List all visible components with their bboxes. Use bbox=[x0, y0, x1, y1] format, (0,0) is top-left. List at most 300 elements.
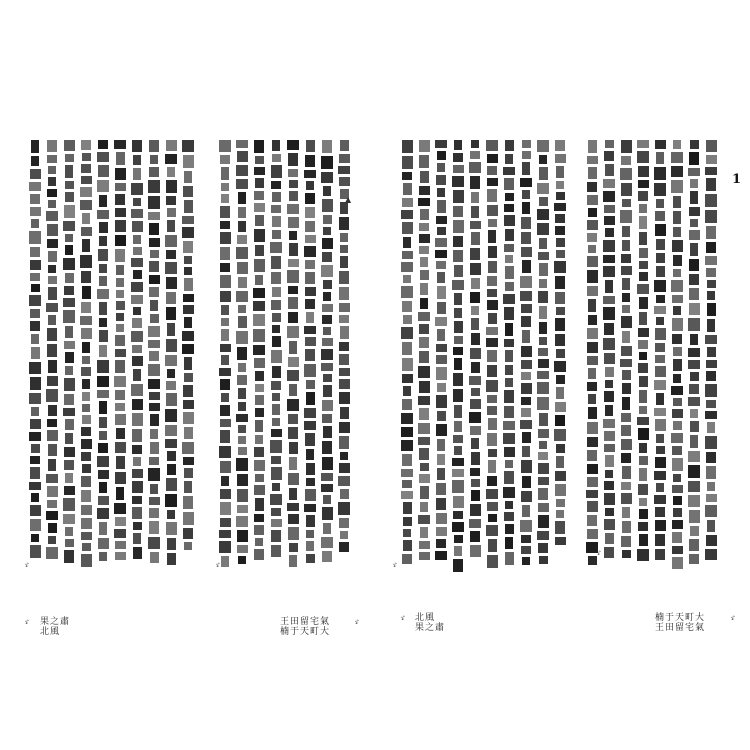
glyph-block bbox=[338, 476, 350, 486]
glyph-block bbox=[148, 468, 160, 481]
glyph-block bbox=[166, 180, 177, 193]
glyph-block bbox=[656, 483, 664, 492]
glyph-block bbox=[486, 338, 498, 347]
glyph-block bbox=[323, 227, 331, 235]
glyph-block bbox=[236, 179, 248, 189]
glyph-block bbox=[150, 442, 159, 454]
glyph-block bbox=[521, 360, 532, 369]
glyph-block bbox=[131, 295, 143, 304]
glyph-block bbox=[236, 414, 248, 422]
glyph-block bbox=[323, 426, 332, 438]
glyph-block bbox=[323, 495, 331, 504]
glyph-block bbox=[46, 303, 58, 312]
glyph-block bbox=[166, 522, 177, 535]
glyph-block bbox=[622, 550, 631, 558]
glyph-block bbox=[622, 293, 630, 302]
glyph-block bbox=[236, 140, 248, 148]
glyph-block bbox=[115, 390, 125, 400]
glyph-block bbox=[707, 482, 715, 491]
text-column bbox=[147, 140, 161, 566]
glyph-block bbox=[47, 376, 58, 386]
glyph-block bbox=[63, 258, 75, 270]
glyph-block bbox=[604, 353, 615, 364]
glyph-block bbox=[254, 549, 264, 560]
text-column bbox=[269, 140, 283, 560]
glyph-block bbox=[305, 299, 315, 309]
glyph-block bbox=[166, 196, 176, 205]
glyph-block bbox=[220, 263, 230, 272]
glyph-block bbox=[504, 471, 514, 484]
glyph-block bbox=[148, 379, 160, 389]
glyph-block bbox=[656, 446, 665, 454]
glyph-block bbox=[638, 166, 649, 177]
glyph-block bbox=[621, 156, 631, 165]
glyph-block bbox=[639, 443, 647, 453]
glyph-block bbox=[166, 381, 176, 390]
glyph-block bbox=[82, 464, 91, 473]
glyph-block bbox=[419, 324, 429, 334]
glyph-block bbox=[622, 226, 630, 237]
glyph-block bbox=[184, 468, 193, 478]
glyph-block bbox=[556, 510, 564, 518]
glyph-block bbox=[539, 155, 547, 164]
glyph-block bbox=[183, 412, 194, 424]
glyph-block bbox=[132, 481, 143, 493]
glyph-block bbox=[556, 192, 565, 200]
glyph-block bbox=[220, 419, 231, 427]
glyph-block bbox=[419, 408, 429, 420]
glyph-block bbox=[65, 473, 73, 483]
glyph-block bbox=[403, 529, 411, 537]
glyph-block bbox=[437, 468, 445, 480]
glyph-block bbox=[706, 268, 716, 277]
glyph-block bbox=[288, 259, 299, 267]
glyph-block bbox=[655, 328, 666, 340]
glyph-block bbox=[165, 262, 177, 274]
glyph-block bbox=[237, 347, 247, 360]
glyph-block bbox=[220, 232, 231, 244]
glyph-block bbox=[402, 172, 412, 180]
glyph-block bbox=[537, 531, 549, 540]
glyph-block bbox=[604, 444, 615, 452]
glyph-block bbox=[604, 547, 614, 558]
glyph-block bbox=[556, 375, 565, 384]
glyph-block bbox=[403, 237, 411, 248]
glyph-block bbox=[65, 154, 74, 162]
glyph-block bbox=[149, 392, 160, 400]
glyph-block bbox=[520, 178, 532, 187]
glyph-block bbox=[221, 183, 229, 191]
right-footer-left-line-2: 果之肅 bbox=[415, 623, 446, 633]
glyph-block bbox=[272, 325, 280, 333]
glyph-block bbox=[150, 429, 158, 439]
glyph-block bbox=[419, 223, 429, 231]
right-footer-right-line-2: 王田留宅氣 bbox=[655, 623, 706, 633]
glyph-block bbox=[253, 288, 265, 298]
glyph-block bbox=[504, 204, 514, 212]
glyph-block bbox=[556, 499, 565, 507]
glyph-block bbox=[603, 266, 615, 277]
glyph-block bbox=[488, 539, 497, 552]
glyph-block bbox=[418, 312, 430, 321]
glyph-block bbox=[688, 495, 700, 507]
glyph-block bbox=[82, 356, 90, 364]
glyph-block bbox=[47, 500, 57, 508]
glyph-block bbox=[673, 306, 681, 315]
glyph-block bbox=[471, 362, 480, 373]
top-marker: ▲ bbox=[345, 195, 352, 204]
glyph-block bbox=[403, 502, 412, 514]
text-column bbox=[687, 140, 701, 567]
glyph-block bbox=[322, 441, 332, 454]
glyph-block bbox=[255, 408, 264, 417]
glyph-block bbox=[402, 140, 413, 153]
glyph-block bbox=[98, 249, 108, 261]
glyph-block bbox=[340, 326, 349, 339]
glyph-block bbox=[271, 205, 281, 213]
left-page-text-block bbox=[20, 140, 355, 570]
glyph-block bbox=[64, 205, 75, 218]
glyph-block bbox=[47, 155, 57, 163]
glyph-block bbox=[29, 231, 41, 244]
glyph-block bbox=[672, 446, 682, 455]
glyph-block bbox=[289, 191, 298, 201]
glyph-block bbox=[340, 407, 349, 419]
glyph-block bbox=[419, 541, 430, 549]
glyph-block bbox=[437, 439, 445, 451]
glyph-block bbox=[488, 246, 497, 258]
glyph-block bbox=[289, 543, 298, 552]
glyph-block bbox=[505, 323, 513, 336]
glyph-block bbox=[488, 460, 496, 473]
glyph-block bbox=[48, 200, 56, 208]
glyph-block bbox=[148, 180, 160, 193]
glyph-block bbox=[671, 152, 683, 163]
glyph-block bbox=[452, 522, 464, 532]
glyph-block bbox=[97, 376, 109, 387]
glyph-block bbox=[505, 193, 514, 201]
glyph-block bbox=[556, 307, 565, 315]
glyph-block bbox=[255, 474, 264, 482]
glyph-block bbox=[30, 456, 40, 464]
glyph-block bbox=[621, 413, 631, 422]
glyph-block bbox=[31, 156, 39, 166]
glyph-block bbox=[654, 183, 666, 196]
glyph-block bbox=[272, 336, 281, 347]
glyph-block bbox=[690, 219, 698, 227]
glyph-block bbox=[289, 341, 297, 354]
glyph-block bbox=[488, 313, 497, 324]
text-column bbox=[585, 140, 599, 568]
glyph-block bbox=[304, 326, 316, 334]
glyph-block bbox=[621, 439, 632, 450]
glyph-block bbox=[435, 140, 447, 148]
glyph-block bbox=[586, 490, 598, 498]
glyph-block bbox=[538, 452, 548, 460]
glyph-block bbox=[504, 307, 514, 320]
glyph-block bbox=[271, 508, 281, 516]
glyph-block bbox=[340, 256, 348, 268]
glyph-block bbox=[289, 488, 297, 500]
glyph-block bbox=[305, 272, 315, 284]
glyph-block bbox=[637, 151, 649, 163]
glyph-block bbox=[323, 280, 332, 289]
glyph-block bbox=[639, 406, 647, 414]
glyph-block bbox=[288, 153, 298, 166]
glyph-block bbox=[255, 371, 264, 381]
glyph-block bbox=[538, 348, 548, 356]
glyph-block bbox=[419, 474, 430, 483]
glyph-block bbox=[254, 485, 265, 495]
glyph-block bbox=[622, 331, 630, 343]
glyph-block bbox=[437, 329, 445, 341]
glyph-block bbox=[255, 498, 264, 511]
glyph-block bbox=[65, 273, 74, 283]
glyph-block bbox=[63, 408, 75, 416]
glyph-block bbox=[253, 329, 265, 342]
glyph-block bbox=[588, 368, 596, 379]
glyph-block bbox=[149, 140, 159, 152]
glyph-block bbox=[237, 235, 247, 244]
glyph-block bbox=[454, 293, 462, 305]
glyph-block bbox=[638, 180, 649, 188]
glyph-block bbox=[538, 543, 548, 553]
glyph-block bbox=[149, 238, 160, 247]
glyph-block bbox=[420, 283, 428, 295]
glyph-block bbox=[402, 554, 412, 564]
glyph-block bbox=[639, 261, 648, 269]
glyph-block bbox=[420, 486, 429, 499]
glyph-block bbox=[639, 376, 648, 387]
glyph-block bbox=[289, 457, 297, 470]
glyph-block bbox=[706, 178, 716, 191]
glyph-block bbox=[587, 515, 597, 526]
glyph-block bbox=[420, 270, 429, 280]
glyph-block bbox=[402, 374, 413, 383]
glyph-block bbox=[521, 535, 531, 543]
glyph-block bbox=[672, 318, 683, 331]
glyph-block bbox=[115, 414, 126, 425]
glyph-block bbox=[221, 556, 229, 567]
glyph-block bbox=[605, 380, 613, 388]
text-column bbox=[320, 140, 334, 565]
glyph-block bbox=[82, 239, 90, 252]
glyph-block bbox=[622, 370, 631, 380]
glyph-block bbox=[47, 224, 58, 236]
glyph-block bbox=[403, 540, 412, 551]
glyph-block bbox=[115, 541, 126, 549]
glyph-block bbox=[639, 509, 648, 519]
glyph-block bbox=[671, 433, 683, 443]
glyph-block bbox=[133, 247, 142, 255]
glyph-block bbox=[82, 153, 91, 161]
glyph-block bbox=[271, 350, 282, 363]
glyph-block bbox=[167, 464, 176, 475]
glyph-block bbox=[672, 557, 683, 569]
glyph-block bbox=[63, 498, 75, 511]
glyph-block bbox=[671, 180, 683, 193]
glyph-block bbox=[322, 414, 332, 423]
glyph-block bbox=[672, 485, 683, 493]
glyph-block bbox=[401, 286, 413, 298]
glyph-block bbox=[116, 487, 124, 500]
glyph-block bbox=[655, 457, 666, 468]
glyph-block bbox=[133, 307, 141, 315]
glyph-block bbox=[521, 408, 531, 417]
glyph-block bbox=[437, 411, 446, 421]
glyph-block bbox=[132, 399, 143, 410]
glyph-block bbox=[64, 447, 75, 457]
glyph-block bbox=[587, 356, 598, 365]
glyph-block bbox=[521, 247, 532, 257]
glyph-block bbox=[556, 387, 564, 399]
glyph-block bbox=[487, 502, 498, 511]
glyph-block bbox=[639, 297, 648, 309]
glyph-block bbox=[471, 490, 480, 501]
glyph-block bbox=[63, 221, 75, 231]
glyph-block bbox=[505, 140, 514, 151]
glyph-block bbox=[554, 361, 566, 372]
glyph-block bbox=[419, 140, 430, 152]
glyph-block bbox=[505, 154, 513, 164]
glyph-block bbox=[537, 371, 549, 379]
glyph-block bbox=[522, 446, 530, 457]
glyph-block bbox=[471, 333, 480, 345]
glyph-block bbox=[238, 363, 246, 372]
glyph-block bbox=[620, 210, 632, 223]
glyph-block bbox=[165, 439, 177, 448]
glyph-block bbox=[504, 447, 515, 457]
text-column bbox=[653, 140, 667, 563]
glyph-block bbox=[655, 211, 665, 221]
glyph-block bbox=[115, 168, 126, 180]
glyph-block bbox=[97, 289, 109, 299]
glyph-block bbox=[133, 270, 142, 279]
text-column bbox=[704, 140, 718, 563]
glyph-block bbox=[621, 453, 631, 463]
glyph-block bbox=[305, 433, 315, 446]
glyph-block bbox=[81, 367, 91, 376]
glyph-block bbox=[254, 259, 265, 272]
glyph-block bbox=[604, 205, 615, 213]
glyph-block bbox=[505, 255, 513, 263]
glyph-block bbox=[255, 215, 264, 226]
glyph-block bbox=[97, 180, 109, 192]
glyph-block bbox=[99, 431, 107, 440]
glyph-block bbox=[471, 388, 480, 396]
glyph-block bbox=[418, 198, 430, 206]
glyph-block bbox=[271, 545, 281, 557]
glyph-block bbox=[220, 155, 230, 164]
glyph-block bbox=[505, 537, 513, 549]
glyph-block bbox=[454, 336, 463, 344]
glyph-block bbox=[184, 171, 192, 183]
glyph-block bbox=[587, 422, 598, 434]
glyph-block bbox=[339, 315, 349, 323]
glyph-block bbox=[322, 507, 333, 520]
glyph-block bbox=[418, 396, 430, 405]
glyph-block bbox=[707, 303, 716, 316]
glyph-block bbox=[488, 230, 496, 243]
glyph-block bbox=[30, 260, 41, 270]
glyph-block bbox=[271, 165, 282, 178]
left-page bbox=[20, 140, 355, 640]
glyph-block bbox=[288, 473, 299, 485]
glyph-block bbox=[97, 508, 109, 519]
glyph-block bbox=[340, 233, 348, 242]
left-footer-left-line-1: 果之肅 bbox=[40, 617, 71, 627]
glyph-block bbox=[288, 427, 298, 439]
glyph-block bbox=[673, 496, 682, 505]
glyph-block bbox=[289, 442, 298, 454]
glyph-block bbox=[503, 433, 515, 444]
glyph-block bbox=[401, 469, 413, 477]
right-bottom-left-marker: ゞ bbox=[390, 561, 398, 570]
glyph-block bbox=[470, 151, 480, 159]
glyph-block bbox=[305, 489, 316, 501]
glyph-block bbox=[689, 259, 699, 271]
glyph-block bbox=[322, 338, 333, 346]
right-footer-right-line-1: 楠于天町大 bbox=[655, 613, 706, 623]
glyph-block bbox=[453, 236, 463, 247]
glyph-block bbox=[30, 207, 41, 216]
glyph-block bbox=[487, 166, 497, 175]
text-column bbox=[670, 140, 684, 572]
right-footer-left bbox=[415, 613, 445, 633]
glyph-block bbox=[689, 510, 700, 523]
glyph-block bbox=[505, 266, 514, 279]
glyph-block bbox=[419, 246, 429, 254]
glyph-block bbox=[238, 316, 247, 328]
glyph-block bbox=[470, 531, 480, 542]
glyph-block bbox=[453, 559, 463, 572]
glyph-block bbox=[149, 403, 160, 411]
glyph-block bbox=[419, 552, 430, 560]
glyph-block bbox=[470, 221, 481, 229]
glyph-block bbox=[688, 348, 700, 357]
text-column bbox=[636, 140, 650, 564]
glyph-block bbox=[220, 247, 230, 260]
glyph-block bbox=[672, 295, 683, 303]
glyph-block bbox=[471, 452, 480, 465]
glyph-block bbox=[603, 255, 615, 263]
glyph-block bbox=[288, 286, 298, 294]
glyph-block bbox=[97, 360, 109, 373]
glyph-block bbox=[420, 527, 428, 538]
glyph-block bbox=[98, 496, 109, 505]
glyph-block bbox=[114, 140, 126, 149]
glyph-block bbox=[706, 535, 717, 546]
glyph-block bbox=[287, 370, 299, 381]
glyph-block bbox=[555, 521, 565, 534]
glyph-block bbox=[402, 480, 412, 488]
glyph-block bbox=[321, 363, 333, 371]
glyph-block bbox=[454, 308, 462, 318]
glyph-block bbox=[304, 408, 316, 418]
glyph-block bbox=[339, 354, 349, 365]
glyph-block bbox=[98, 140, 108, 149]
text-column bbox=[619, 140, 633, 561]
glyph-block bbox=[486, 489, 498, 499]
glyph-block bbox=[97, 152, 109, 162]
glyph-block bbox=[31, 334, 39, 344]
glyph-block bbox=[166, 292, 176, 304]
glyph-block bbox=[80, 200, 92, 210]
glyph-block bbox=[65, 165, 73, 178]
glyph-block bbox=[339, 177, 350, 186]
glyph-block bbox=[339, 436, 349, 449]
glyph-block bbox=[116, 265, 124, 275]
